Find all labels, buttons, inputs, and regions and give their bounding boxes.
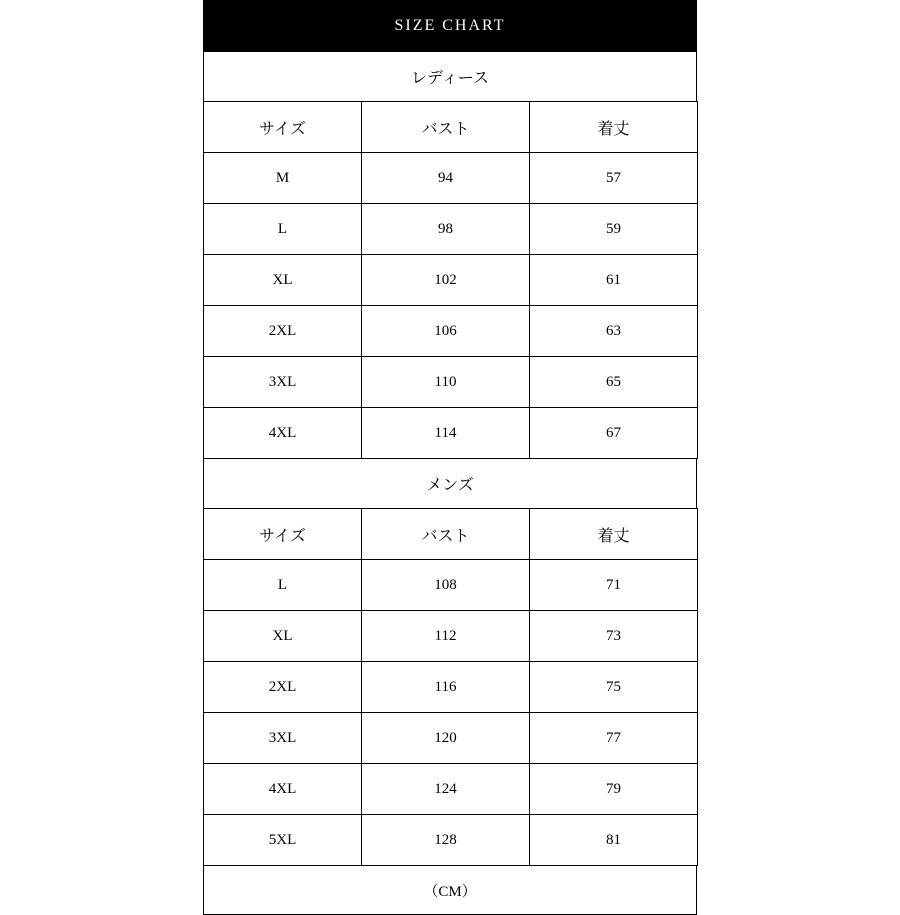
cell-bust: 106 <box>362 306 530 357</box>
table-row <box>204 611 698 662</box>
table-row <box>204 764 698 815</box>
column-header-size: サイズ <box>204 102 362 153</box>
cell-length: 65 <box>530 357 698 408</box>
cell-length: 75 <box>530 662 698 713</box>
cell-bust: 128 <box>362 815 530 866</box>
cell-size: 4XL <box>204 408 362 459</box>
table-row <box>204 357 698 408</box>
cell-bust: 94 <box>362 153 530 204</box>
page-title: SIZE CHART <box>203 0 697 52</box>
cell-size: L <box>204 204 362 255</box>
table-row <box>204 662 698 713</box>
table-row <box>204 408 698 459</box>
table-row <box>204 713 698 764</box>
size-chart <box>203 0 697 900</box>
cell-length: 59 <box>530 204 698 255</box>
table-header-row <box>204 509 698 560</box>
section-label-mens: メンズ <box>203 459 697 508</box>
cell-length: 61 <box>530 255 698 306</box>
cell-length: 71 <box>530 560 698 611</box>
unit-note: （CM） <box>203 866 697 915</box>
cell-size: 3XL <box>204 713 362 764</box>
table-row <box>204 306 698 357</box>
cell-size: 2XL <box>204 662 362 713</box>
table-row <box>204 560 698 611</box>
cell-bust: 98 <box>362 204 530 255</box>
cell-length: 67 <box>530 408 698 459</box>
size-table-mens <box>203 508 698 866</box>
cell-size: M <box>204 153 362 204</box>
cell-length: 81 <box>530 815 698 866</box>
column-header-size: サイズ <box>204 509 362 560</box>
cell-bust: 116 <box>362 662 530 713</box>
cell-bust: 102 <box>362 255 530 306</box>
column-header-bust: バスト <box>362 102 530 153</box>
table-row <box>204 153 698 204</box>
cell-size: 4XL <box>204 764 362 815</box>
table-header-row <box>204 102 698 153</box>
cell-bust: 114 <box>362 408 530 459</box>
cell-length: 79 <box>530 764 698 815</box>
cell-length: 77 <box>530 713 698 764</box>
cell-size: 2XL <box>204 306 362 357</box>
cell-size: 5XL <box>204 815 362 866</box>
size-table-ladies <box>203 101 698 459</box>
table-row <box>204 255 698 306</box>
cell-length: 63 <box>530 306 698 357</box>
cell-bust: 120 <box>362 713 530 764</box>
cell-size: XL <box>204 255 362 306</box>
cell-bust: 112 <box>362 611 530 662</box>
table-row <box>204 204 698 255</box>
column-header-length: 着丈 <box>530 509 698 560</box>
cell-bust: 110 <box>362 357 530 408</box>
table-row <box>204 815 698 866</box>
cell-length: 73 <box>530 611 698 662</box>
cell-size: L <box>204 560 362 611</box>
column-header-length: 着丈 <box>530 102 698 153</box>
cell-size: XL <box>204 611 362 662</box>
section-label-ladies: レディース <box>203 52 697 101</box>
cell-bust: 108 <box>362 560 530 611</box>
column-header-bust: バスト <box>362 509 530 560</box>
cell-size: 3XL <box>204 357 362 408</box>
cell-length: 57 <box>530 153 698 204</box>
cell-bust: 124 <box>362 764 530 815</box>
